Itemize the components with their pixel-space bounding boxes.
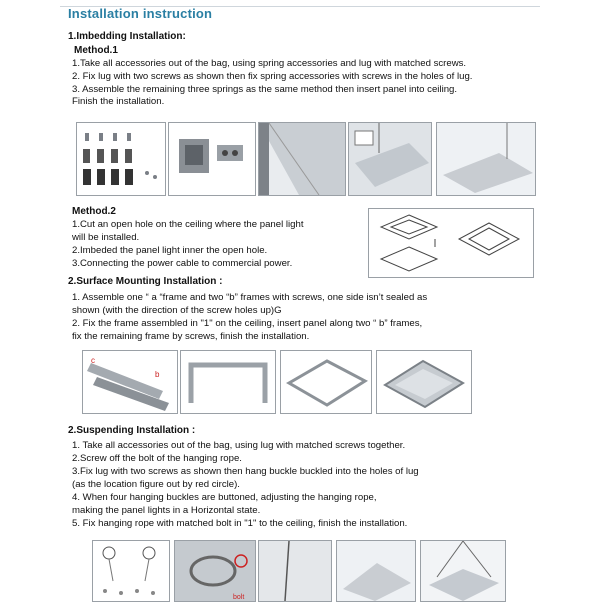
photo-surface-finished bbox=[376, 350, 472, 414]
suspending-heading: 2.Suspending Installation : bbox=[68, 425, 196, 436]
suspending-step-1: 1. Take all accessories out of the bag, using lug with matched screws together. bbox=[72, 440, 406, 451]
photo-suspended-finished bbox=[420, 540, 506, 602]
suspending-step-3-cont: (as the location figure out by red circle). bbox=[72, 479, 240, 490]
photo-hang-buckle bbox=[174, 540, 256, 602]
method1-step-3-cont: Finish the installation. bbox=[72, 96, 165, 107]
method2-step-1: 1.Cut an open hole on the ceiling where the panel light bbox=[72, 219, 304, 230]
photo-frame-assembled bbox=[180, 350, 276, 414]
embedding-heading: 1.Imbedding Installation: bbox=[68, 31, 186, 42]
photo-frame-parts bbox=[82, 350, 178, 414]
photo-hanging-kit bbox=[92, 540, 170, 602]
suspending-step-4-cont: making the panel lights in a Horizontal state. bbox=[72, 505, 261, 516]
page-title: Installation instruction bbox=[68, 6, 213, 21]
surface-step-1: 1. Assemble one “ a “frame and two “b” frames with screws, one side isn’t sealed as bbox=[72, 292, 428, 303]
surface-heading: 2.Surface Mounting Installation : bbox=[68, 276, 223, 287]
surface-step-2: 2. Fix the frame assembled in "1" on the ceiling, insert panel along two “ b” frames, bbox=[72, 318, 423, 329]
diagram-ceiling-cutout bbox=[368, 208, 534, 278]
photo-panel-horizontal bbox=[336, 540, 416, 602]
photo-panel-installed bbox=[436, 122, 536, 196]
suspending-step-4: 4. When four hanging buckles are buttoned, adjusting the hanging rope, bbox=[72, 492, 377, 503]
method1-heading: Method.1 bbox=[74, 45, 118, 56]
label-bolt: bolt bbox=[233, 594, 245, 601]
surface-step-1-cont: shown (with the direction of the screw holes up)G bbox=[72, 305, 282, 316]
method1-step-2: 2. Fix lug with two screws as shown then fix spring accessories with screws in the holes of lug. bbox=[72, 71, 473, 82]
method1-step-3: 3. Assemble the remaining three springs as the same method then insert panel into ceiling. bbox=[72, 84, 458, 95]
photo-lug-bracket bbox=[168, 122, 256, 196]
method2-step-3: 3.Connecting the power cable to commercial power. bbox=[72, 258, 293, 269]
suspending-step-3: 3.Fix lug with two screws as shown then hang buckle buckled into the holes of lug bbox=[72, 466, 419, 477]
label-b: b bbox=[155, 370, 160, 379]
photo-frame-on-ceiling bbox=[280, 350, 372, 414]
label-c: c bbox=[91, 356, 95, 365]
photo-ceiling-insert bbox=[348, 122, 432, 196]
photo-spring-accessories bbox=[76, 122, 166, 196]
method1-step-1: 1.Take all accessories out of the bag, using spring accessories and lug with matched screws. bbox=[72, 58, 467, 69]
method2-step-1-cont: will be installed. bbox=[72, 232, 140, 243]
suspending-step-2: 2.Screw off the bolt of the hanging rope. bbox=[72, 453, 242, 464]
surface-step-2-cont: fix the remaining frame by screws, finish the installation. bbox=[72, 331, 310, 342]
method2-step-2: 2.Imbeded the panel light inner the open hole. bbox=[72, 245, 268, 256]
method2-heading: Method.2 bbox=[72, 206, 116, 217]
photo-rope-adjust bbox=[258, 540, 332, 602]
photo-panel-corner bbox=[258, 122, 346, 196]
suspending-step-5: 5. Fix hanging rope with matched bolt in "1" to the ceiling, finish the installation. bbox=[72, 518, 408, 529]
